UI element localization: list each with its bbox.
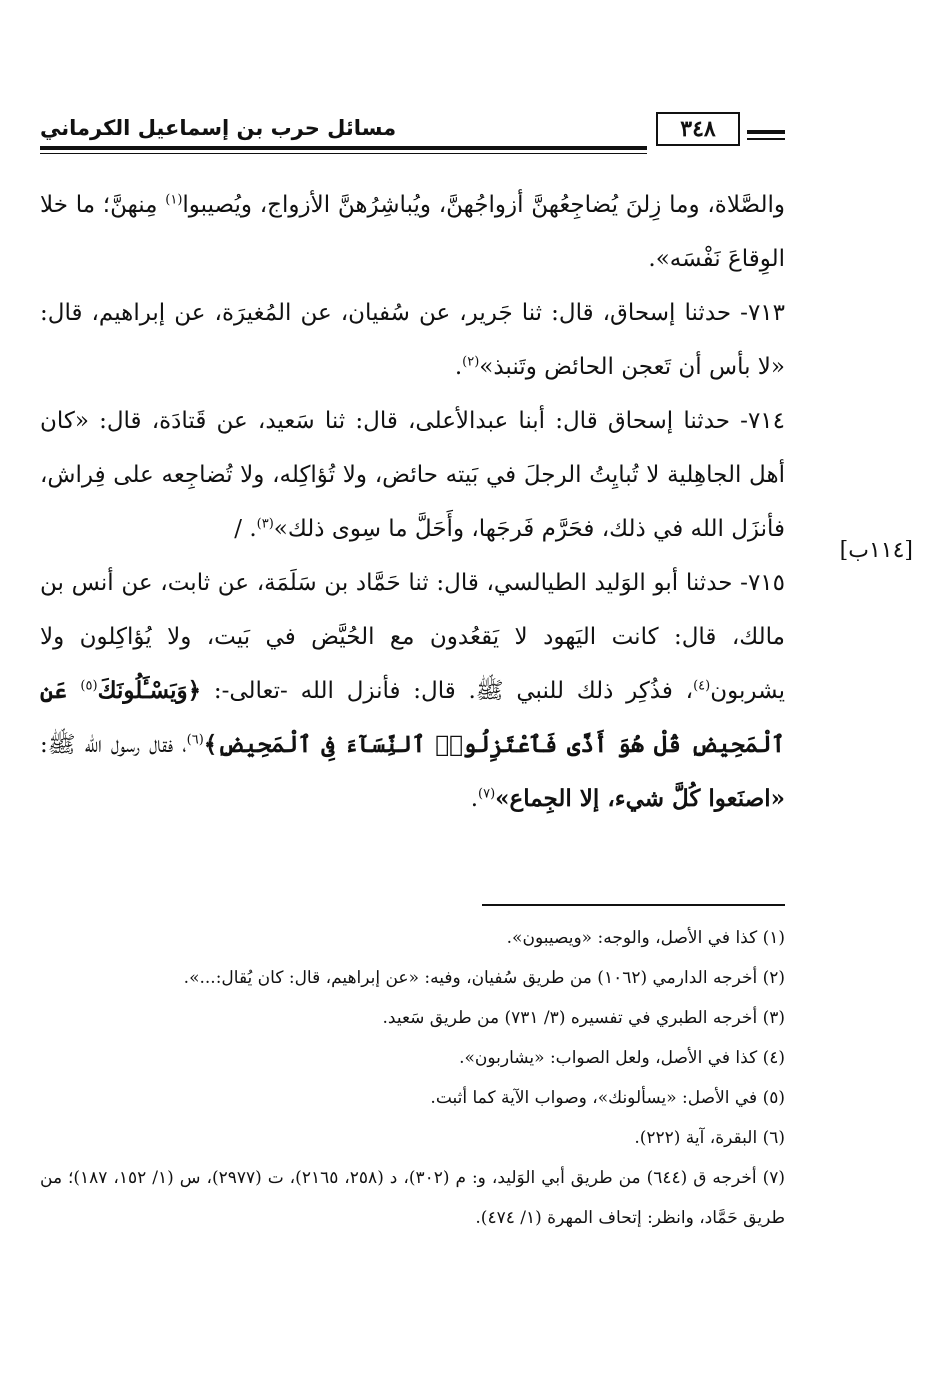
footnote-ref: (٤): [693, 678, 711, 694]
footnote: (١) كذا في الأصل، والوجه: «ويصيبون».: [506, 928, 785, 948]
page-header: [40, 108, 785, 156]
footnotes: [40, 918, 785, 1238]
paragraph-713: [40, 286, 785, 394]
footnote-separator: [482, 904, 785, 906]
footnote-ref: (٧): [478, 786, 496, 802]
body-text: [40, 178, 785, 826]
footnote: (٢) أخرجه الدارمي (١٠٦٢) من طريق سُفيان، وفيه: «عن إبراهيم، قال: كان يُقال:...».: [183, 968, 785, 988]
footnote-ref: (٦): [186, 732, 204, 748]
text: .: [470, 786, 479, 812]
footnote: (٣) أخرجه الطبري في تفسيره (٣/ ٧٣١) من طريق سَعيد.: [382, 1008, 785, 1028]
footnote: (٤) كذا في الأصل، ولعل الصواب: «يشاربون».: [459, 1048, 785, 1068]
text: والصَّلاة، وما زِلنَ يُضاجِعُهنَّ أزواجُهنَّ، ويُباشِرُهنَّ الأزواج، ويُصيبوا: [182, 192, 786, 218]
footnote-ref: (١): [165, 192, 183, 208]
footnote: (٥) في الأصل: «يسألونك»، وصواب الآية كما أثبت.: [430, 1088, 785, 1108]
text: ، فذُكِر ذلك للنبي ﷺ. قال: فأنزل الله -تعالى-:: [201, 678, 694, 704]
text: . /: [234, 516, 257, 542]
quran-verse: ﴿وَيَسْـَٔلُونَكَ: [97, 677, 202, 704]
text: ٧١٣- حدثنا إسحاق، قال: ثنا جَرير، عن سُفيان، عن المُغيرَة، عن إبراهيم، قال: «لا بأس أن تَعجن الحائض وتَنبذ»: [40, 300, 785, 380]
header-rule-thick: [40, 146, 647, 150]
footnote-ref: (٢): [462, 354, 480, 370]
hadith-quote: «اصنَعوا كُلَّ شيء، إلا الجِماع»: [495, 785, 785, 812]
text: .: [454, 354, 463, 380]
footnote: (٦) البقرة، آية (٢٢٢).: [634, 1128, 785, 1148]
quran-verse: عَنِ ٱلْمَحِيضِ قُلْ هُوَ أَذًى فَٱعْتَزِلُوا۟ ٱلنِّسَآءَ فِى ٱلْمَحِيضِ﴾: [40, 677, 786, 758]
text: ٧١٥- حدثنا أبو الوَليد الطيالسي، قال: ثنا حَمَّاد بن سَلَمَة، عن ثابت، عن أنس بن مالك، قال: كانت اليَهود لا يَقعُدون مع الحُيَّض في بَيت، ولا يُؤاكِلون ولا يشربون: [40, 570, 785, 704]
text: ٧١٤- حدثنا إسحاق قال: أبنا عبدالأعلى، قال: ثنا سَعيد، عن قَتادَة، قال: «كان أهل الجاهِلية لا تُبايِتُ الرجلَ في بَيته حائض، ولا تُؤاكِله، ولا تُضاجِعه على فِراش، فأنزَل الله في ذلك، فحَرَّم فَرجَها، وأَحَلَّ ما سِوى ذلك»: [40, 408, 785, 542]
footnote-ref: (٣): [256, 516, 274, 532]
text: ، فقال رسول الله ﷺ:: [40, 732, 187, 758]
page-number: ٣٤٨: [656, 112, 740, 146]
book-title: مسائل حرب بن إسماعيل الكرماني: [40, 116, 397, 140]
paragraph-714: [40, 394, 785, 556]
header-mark: [747, 130, 785, 134]
footnote: (٧) أخرجه ق (٦٤٤) من طريق أبي الوَليد، و: م (٣٠٢)، د (٢٥٨، ٢١٦٥)، ت (٢٩٧٧)، س (١/ ١٥٢، ١٨٧)؛ من طريق حَمَّاد، وانظر: إتحاف المهرة (١/ ٤٧٤).: [40, 1168, 785, 1228]
paragraph: [40, 178, 785, 286]
header-mark: [747, 138, 785, 140]
header-rule-thin: [40, 153, 647, 154]
margin-folio-note: [١١٤ب]: [839, 538, 913, 563]
text: مِنهنَّ؛ ما خلا الوِقاعَ نَفْسَه».: [40, 192, 785, 272]
paragraph-715: [40, 556, 785, 826]
footnote-ref: (٥): [80, 678, 98, 694]
